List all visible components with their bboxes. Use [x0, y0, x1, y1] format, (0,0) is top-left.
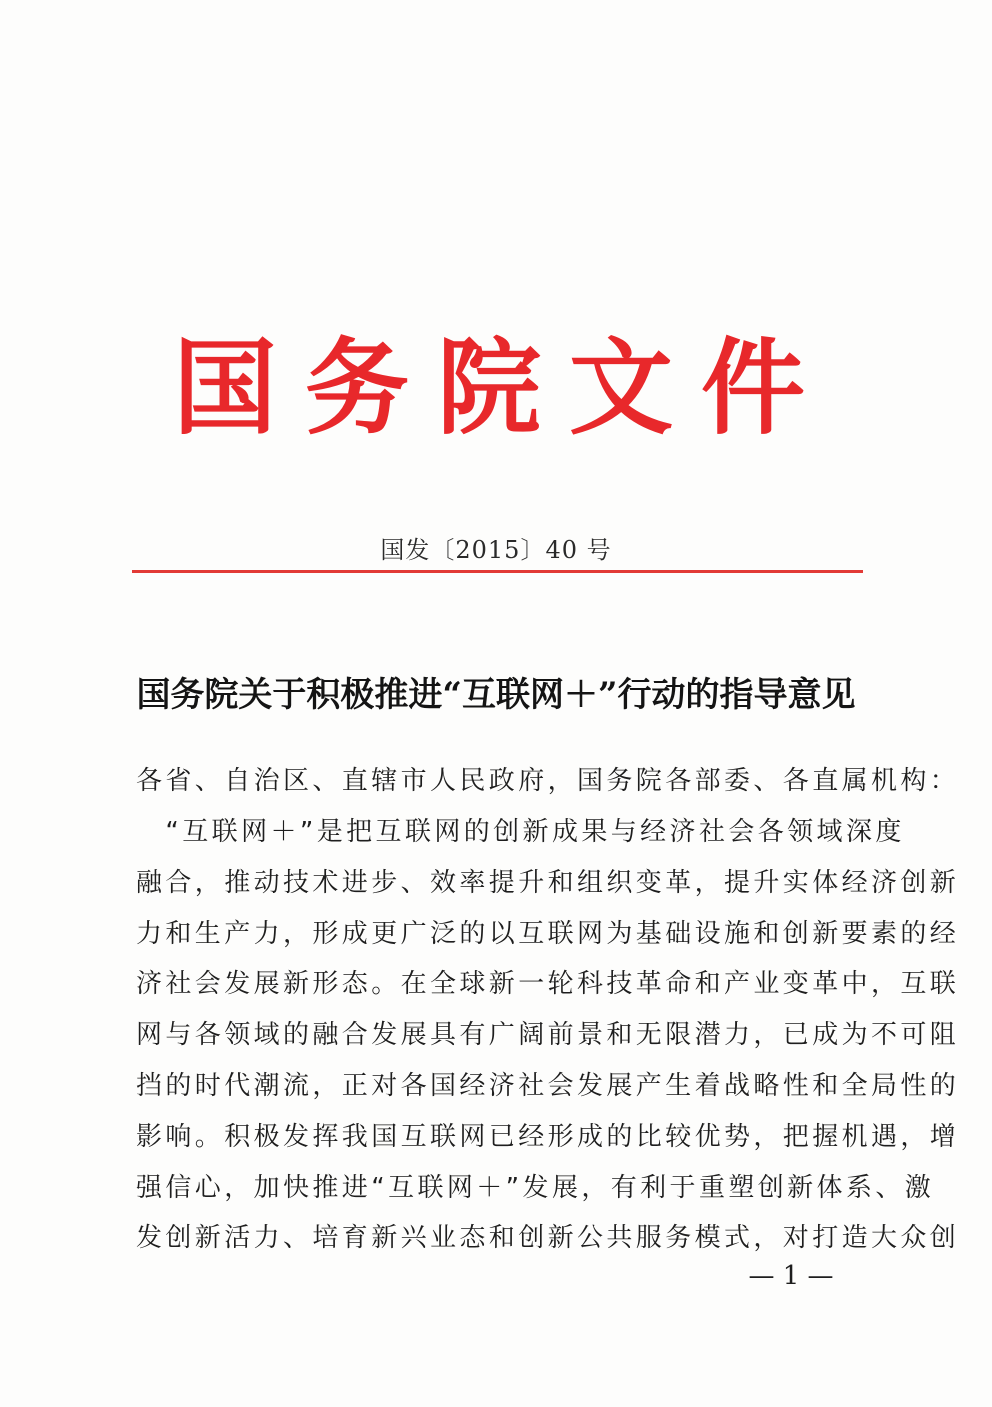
paragraph-line: “互联网＋”是把互联网的创新成果与经济社会各领域深度	[136, 817, 905, 847]
document-number: 国发〔2015〕40 号	[380, 536, 612, 564]
paragraph-line: 融合，推动技术进步、效率提升和组织变革，提升实体经济创新	[136, 867, 960, 898]
body-paragraph	[136, 807, 960, 1264]
paragraph-line: 影响。积极发挥我国互联网已经形成的比较优势，把握机遇，增	[136, 1121, 960, 1152]
red-divider-line	[132, 570, 863, 573]
paragraph-line: 力和生产力，形成更广泛的以互联网为基础设施和创新要素的经	[136, 918, 960, 949]
paragraph-line: 发创新活力、培育新兴业态和创新公共服务模式，对打造大众创	[136, 1223, 960, 1254]
paragraph-line: 挡的时代潮流，正对各国经济社会发展产生着战略性和全局性的	[136, 1070, 960, 1101]
paragraph-line: 济社会发展新形态。在全球新一轮科技革命和产业变革中，互联	[136, 969, 960, 1000]
masthead-title: 国务院文件	[172, 327, 833, 449]
paragraph-line: 强信心，加快推进“互联网＋”发展，有利于重塑创新体系、激	[136, 1172, 935, 1203]
paragraph-line: 网与各领域的融合发展具有广阔前景和无限潜力，已成为不可阻	[136, 1020, 960, 1051]
document-title: 国务院关于积极推进“互联网＋”行动的指导意见	[136, 675, 856, 715]
addressee-line: 各省、自治区、直辖市人民政府，国务院各部委、各直属机构：	[136, 766, 960, 796]
page-number: — 1 —	[748, 1261, 834, 1291]
